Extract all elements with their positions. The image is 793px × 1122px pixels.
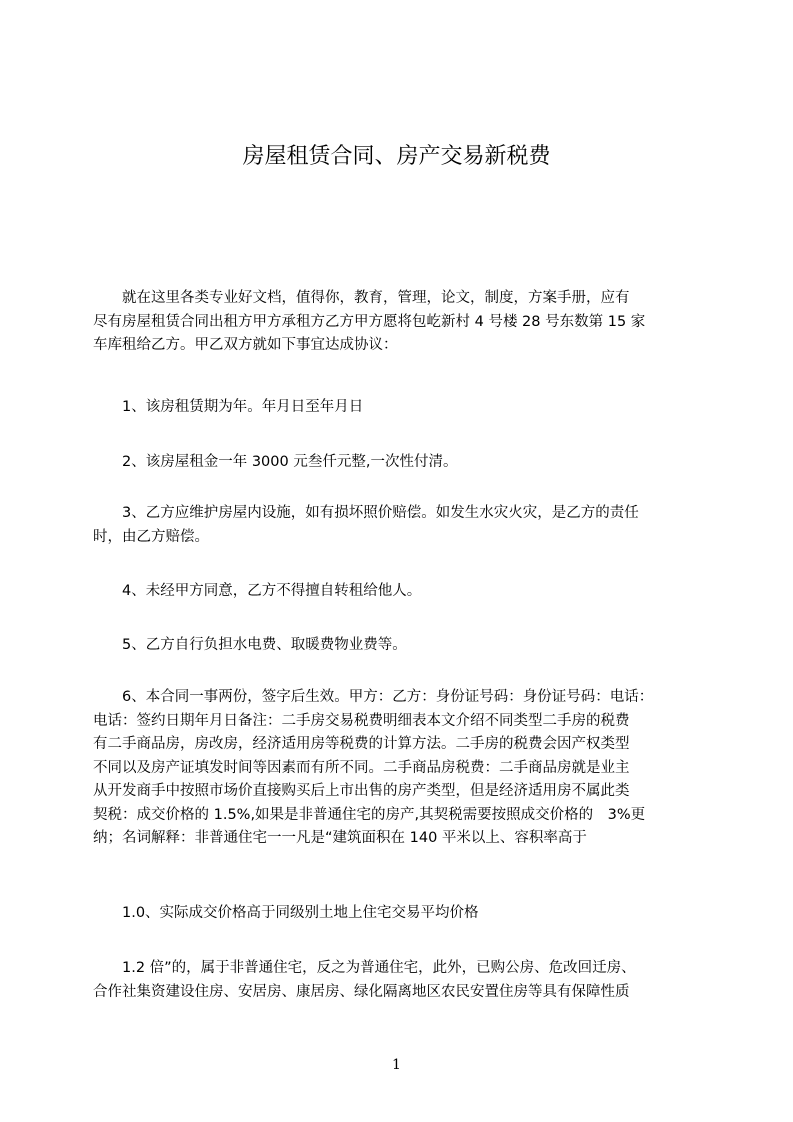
text-line: 纳；名词解释：非普通住宅一一凡是“建筑面积在 140 平米以上、容积率高于 (93, 830, 587, 846)
text-line: 不同以及房产证填发时间等因素而有所不同。二手商品房税费：二手商品房就是业主 (93, 759, 630, 776)
text-line: 车库租给乙方。甲乙双方就如下事宜达成协议： (93, 337, 398, 353)
text-line: 契税：成交价格的 1.5%,如果是非普通住宅的房产,其契税需要按照成交价格的 3%更 (93, 806, 646, 823)
text-line: 尽有房屋租赁合同出租方甲方承租方乙方甲方愿将包屹新村 4 号楼 28 号东数第 15 家 (93, 313, 646, 330)
text-line: 有二手商品房，房改房，经济适用房等税费的计算方法。二手房的税费会因产权类型 (93, 736, 630, 752)
text-line: 3、乙方应维护房屋内设施，如有损坏照价赔偿。如发生水灾火灾，是乙方的责任 (93, 505, 639, 521)
text-line: 时，由乙方赔偿。 (93, 528, 209, 545)
paragraph-clause-3 (93, 502, 713, 549)
text-line: 合作社集资建设住房、安居房、康居房、绿化隔离地区农民安置住房等具有保障性质 (93, 983, 630, 1000)
text-line: 5、乙方自行负担水电费、取暖费物业费等。 (93, 637, 407, 653)
paragraph-clause-4 (93, 580, 713, 604)
text-line: 4、未经甲方同意，乙方不得擅自转租给他人。 (93, 583, 422, 599)
text-line: 就在这里各类专业好文档，值得你，教育，管理，论文，制度，方案手册，应有 (93, 290, 630, 306)
paragraph-clause-6 (93, 686, 713, 851)
document-title: 房屋租赁合同、房产交易新税费 (242, 144, 551, 169)
paragraph-clause-2 (93, 451, 713, 475)
text-line: 电话：签约日期年月日备注：二手房交易税费明细表本文介绍不同类型二手房的税费 (93, 712, 630, 729)
text-line: 从开发商手中按照市场价直接购买后上市出售的房产类型，但是经济适用房不属此类 (93, 783, 630, 799)
paragraph-clause-1-2 (93, 957, 713, 1004)
paragraph-clause-1-0 (93, 902, 713, 926)
page-number: 1 (392, 1057, 401, 1073)
paragraph-clause-1 (93, 396, 713, 420)
text-line: 1.2 倍”的，属于非普通住宅，反之为普通住宅，此外，已购公房、危改回迁房、 (93, 960, 636, 976)
text-line: 1、该房租赁期为年。年月日至年月日 (93, 399, 364, 415)
text-line: 1.0、实际成交价格高于同级别土地上住宅交易平均价格 (93, 905, 479, 921)
paragraph-intro (93, 287, 713, 358)
text-line: 2、该房屋租金一年 3000 元叁仟元整,一次性付清。 (93, 454, 458, 470)
text-line: 6、本合同一事两份，签字后生效。甲方：乙方：身份证号码：身份证号码：电话： (93, 689, 654, 705)
paragraph-clause-5 (93, 634, 713, 658)
